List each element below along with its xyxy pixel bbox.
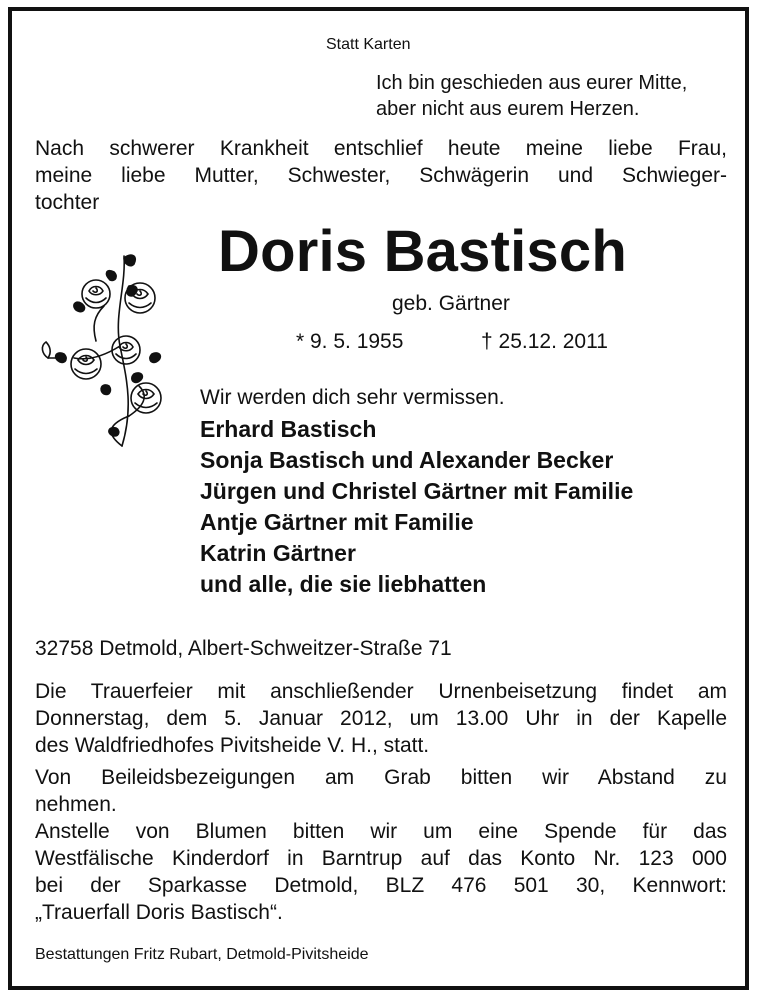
- birth-date: * 9. 5. 1955: [296, 330, 404, 353]
- mourner-name: Erhard Bastisch: [200, 416, 377, 442]
- ceremony-line: des Waldfriedhofes Pivitsheide V. H., statt.: [35, 734, 430, 757]
- condolences-paragraph: [35, 764, 727, 818]
- donation-line: Westfälische Kinderdorf in Barntrup auf das Konto Nr. 123 000: [35, 847, 727, 870]
- rose-branch-icon: [34, 246, 174, 461]
- death-date: † 25.12. 2011: [481, 330, 608, 353]
- intro-line: Nach schwerer Krankheit entschlief heute meine liebe Frau,: [35, 137, 727, 160]
- ceremony-line: Donnerstag, dem 5. Januar 2012, um 13.00 Uhr in der Kapelle: [35, 707, 727, 730]
- quote-line: Ich bin geschieden aus eurer Mitte,: [376, 72, 688, 94]
- mourner-name: Antje Gärtner mit Familie: [200, 509, 474, 535]
- mourners-intro: Wir werden dich sehr vermissen.: [200, 386, 505, 409]
- address: 32758 Detmold, Albert-Schweitzer-Straße 71: [35, 637, 452, 660]
- mourner-name: Katrin Gärtner: [200, 540, 356, 566]
- condolences-line: Von Beileidsbezeigungen am Grab bitten wir Abstand zu: [35, 766, 727, 789]
- donation-paragraph: [35, 818, 727, 926]
- intro-paragraph: [35, 135, 727, 216]
- intro-line: meine liebe Mutter, Schwester, Schwägerin und Schwieger-: [35, 164, 727, 187]
- mourners-list: [200, 414, 633, 600]
- funeral-home: Bestattungen Fritz Rubart, Detmold-Pivitsheide: [35, 946, 369, 963]
- deceased-name: Doris Bastisch: [218, 219, 627, 284]
- intro-line: tochter: [35, 191, 100, 214]
- mourner-name: und alle, die sie liebhatten: [200, 571, 487, 597]
- donation-line: bei der Sparkasse Detmold, BLZ 476 501 30, Kennwort:: [35, 874, 727, 897]
- maiden-name: geb. Gärtner: [392, 292, 510, 315]
- ceremony-paragraph: [35, 678, 727, 759]
- donation-line: Anstelle von Blumen bitten wir um eine Spende für das: [35, 820, 727, 843]
- mourner-name: Sonja Bastisch und Alexander Becker: [200, 447, 614, 473]
- mourner-name: Jürgen und Christel Gärtner mit Familie: [200, 478, 634, 504]
- donation-line: „Trauerfall Doris Bastisch“.: [35, 901, 283, 924]
- epitaph-quote: [376, 70, 687, 122]
- statt-karten-label: Statt Karten: [326, 36, 411, 53]
- quote-line: aber nicht aus eurem Herzen.: [376, 98, 640, 120]
- condolences-line: nehmen.: [35, 793, 117, 816]
- ceremony-line: Die Trauerfeier mit anschließender Urnenbeisetzung findet am: [35, 680, 727, 703]
